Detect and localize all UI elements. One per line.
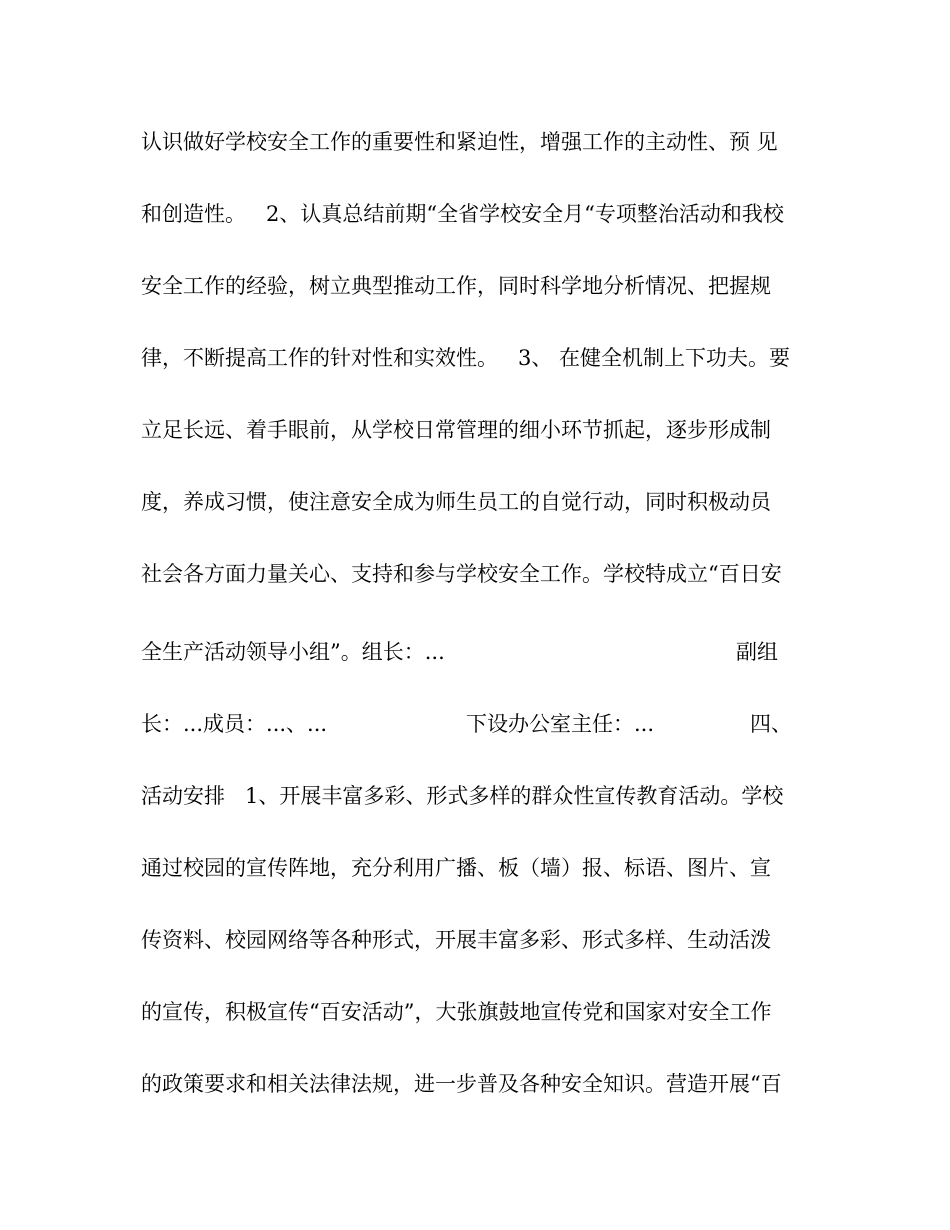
body-text-line: 认识做好学校安全工作的重要性和紧迫性，增强工作的主动性、预 见: [141, 130, 778, 154]
body-text-line: 立足长远、着手眼前，从学校日常管理的细小环节抓起，逐步形成制: [141, 418, 771, 442]
leader-group-text: 全生产活动领导小组”。组长：...: [141, 640, 445, 664]
members-text: 长：...成员：...、...: [141, 712, 328, 736]
body-text-line: 和创造性。 2、认真总结前期“全省学校安全月“专项整治活动和我校: [141, 202, 784, 226]
body-text-line: 活动安排 1、开展丰富多彩、形式多样的群众性宣传教育活动。学校: [141, 784, 784, 808]
vice-leader-label: 副组: [736, 640, 778, 664]
body-text-line: 社会各方面力量关心、支持和参与学校安全工作。学校特成立“百日安: [141, 562, 782, 586]
body-text-line: 传资料、校园网络等各种形式，开展丰富多彩、形式多样、生动活泼: [141, 928, 771, 952]
body-text-line: 律，不断提高工作的针对性和实效性。 3、 在健全机制上下功夫。要: [141, 346, 791, 370]
office-director-text: 下设办公室主任：...: [466, 712, 655, 736]
body-text-line: [141, 708, 821, 740]
section-number: 四、: [750, 712, 792, 736]
body-text-line: 安全工作的经验，树立典型推动工作，同时科学地分析情况、把握规: [141, 274, 771, 298]
body-text-line: [141, 636, 821, 668]
body-text-line: 的政策要求和相关法律法规，进一步普及各种安全知识。营造开展“百: [141, 1072, 782, 1096]
body-text-line: 通过校园的宣传阵地，充分利用广播、板（墙）报、标语、图片、宣: [141, 856, 771, 880]
body-text-line: 度，养成习惯，使注意安全成为师生员工的自觉行动，同时积极动员: [141, 490, 771, 514]
body-text-line: 的宣传，积极宣传“百安活动”，大张旗鼓地宣传党和国家对安全工作: [141, 1000, 772, 1024]
